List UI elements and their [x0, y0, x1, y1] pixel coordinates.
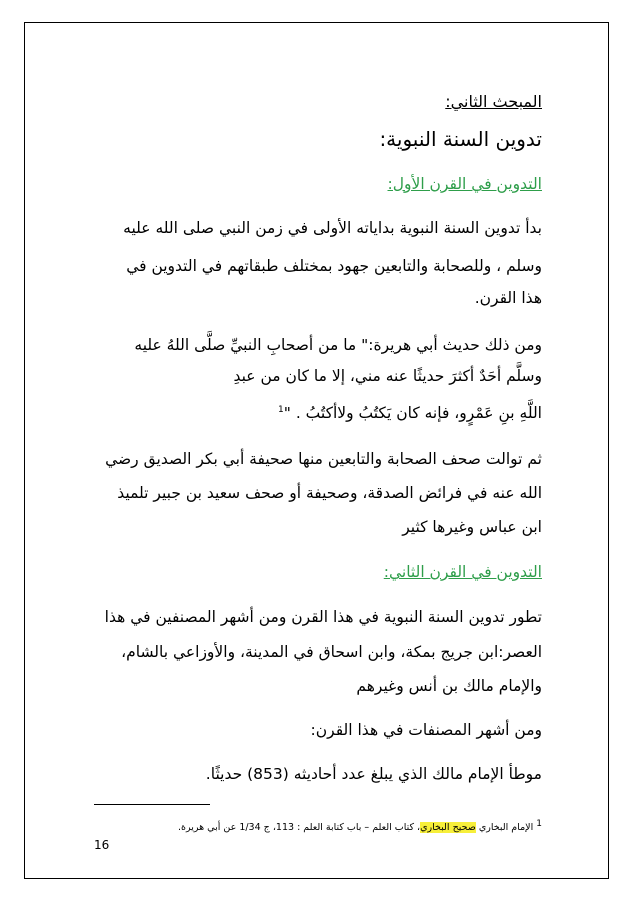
para3-line: ابن عباس وغيرها كثير [402, 518, 542, 536]
para2-line [278, 400, 542, 423]
para1-line: بدأ تدوين السنة النبوية بداياته الأولى في زمن النبي صلى الله عليه [123, 219, 542, 237]
para5-line: ومن أشهر المصنفات في هذا القرن: [310, 721, 542, 739]
para4-line: تطور تدوين السنة النبوية في هذا القرن ومن أشهر المصنفين في هذا [104, 608, 542, 626]
hadith-text: اللَّهِ بنِ عَمْرٍو، فإنه كان يَكتُبُ ولاأكتُبُ . " [283, 404, 542, 423]
page-heading: تدوين السنة النبوية: [379, 127, 542, 151]
footnote-book-title: صحيح البخاري [420, 822, 476, 834]
para3-line: الله عنه في فرائض الصدقة، وصحيفة أو صحف سعيد بن جبير تلميذ [117, 484, 542, 502]
footnote-number: 1 [536, 819, 542, 829]
para4-line: والإمام مالك بن أنس وغيرهم [356, 677, 542, 695]
footnote-source: ، كتاب العلم – باب كتابة العلم : 113، ج 1/34 عن أبي هريرة. [178, 822, 421, 834]
para1-line: وسلم ، وللصحابة والتابعين جهود بمختلف طبقاتهم في التدوين في [126, 257, 542, 275]
second-century-title: التدوين في القرن الثاني: [383, 563, 542, 581]
para6-line: موطأ الإمام مالك الذي يبلغ عدد أحاديثه (853) حديثًا. [205, 765, 542, 783]
para3-line: ثم توالت صحف الصحابة والتابعين منها صحيفة أبي بكر الصديق رضي [105, 450, 542, 468]
para2-line: وسلَّم أحَدٌ أكثرَ حديثًا عنه مني، إلا ما كان من عبدِ [233, 367, 542, 385]
footnote-ref[interactable]: 1 [278, 405, 284, 415]
footnote-author: الإمام البخاري [478, 822, 534, 834]
page-number: 16 [94, 838, 110, 852]
first-century-title: التدوين في القرن الأول: [387, 175, 542, 193]
footnote-separator [94, 804, 210, 805]
para1-line: هذا القرن. [474, 289, 542, 307]
section-title: المبحث الثاني: [445, 92, 542, 111]
footnote [178, 818, 542, 834]
para4-line: العصر:ابن جريج بمكة، وابن اسحاق في المدينة، والأوزاعي بالشام، [121, 643, 542, 661]
para2-line: ومن ذلك حديث أبي هريرة:" ما من أصحابِ النبيِّ صلَّى اللهُ عليه [134, 336, 542, 354]
